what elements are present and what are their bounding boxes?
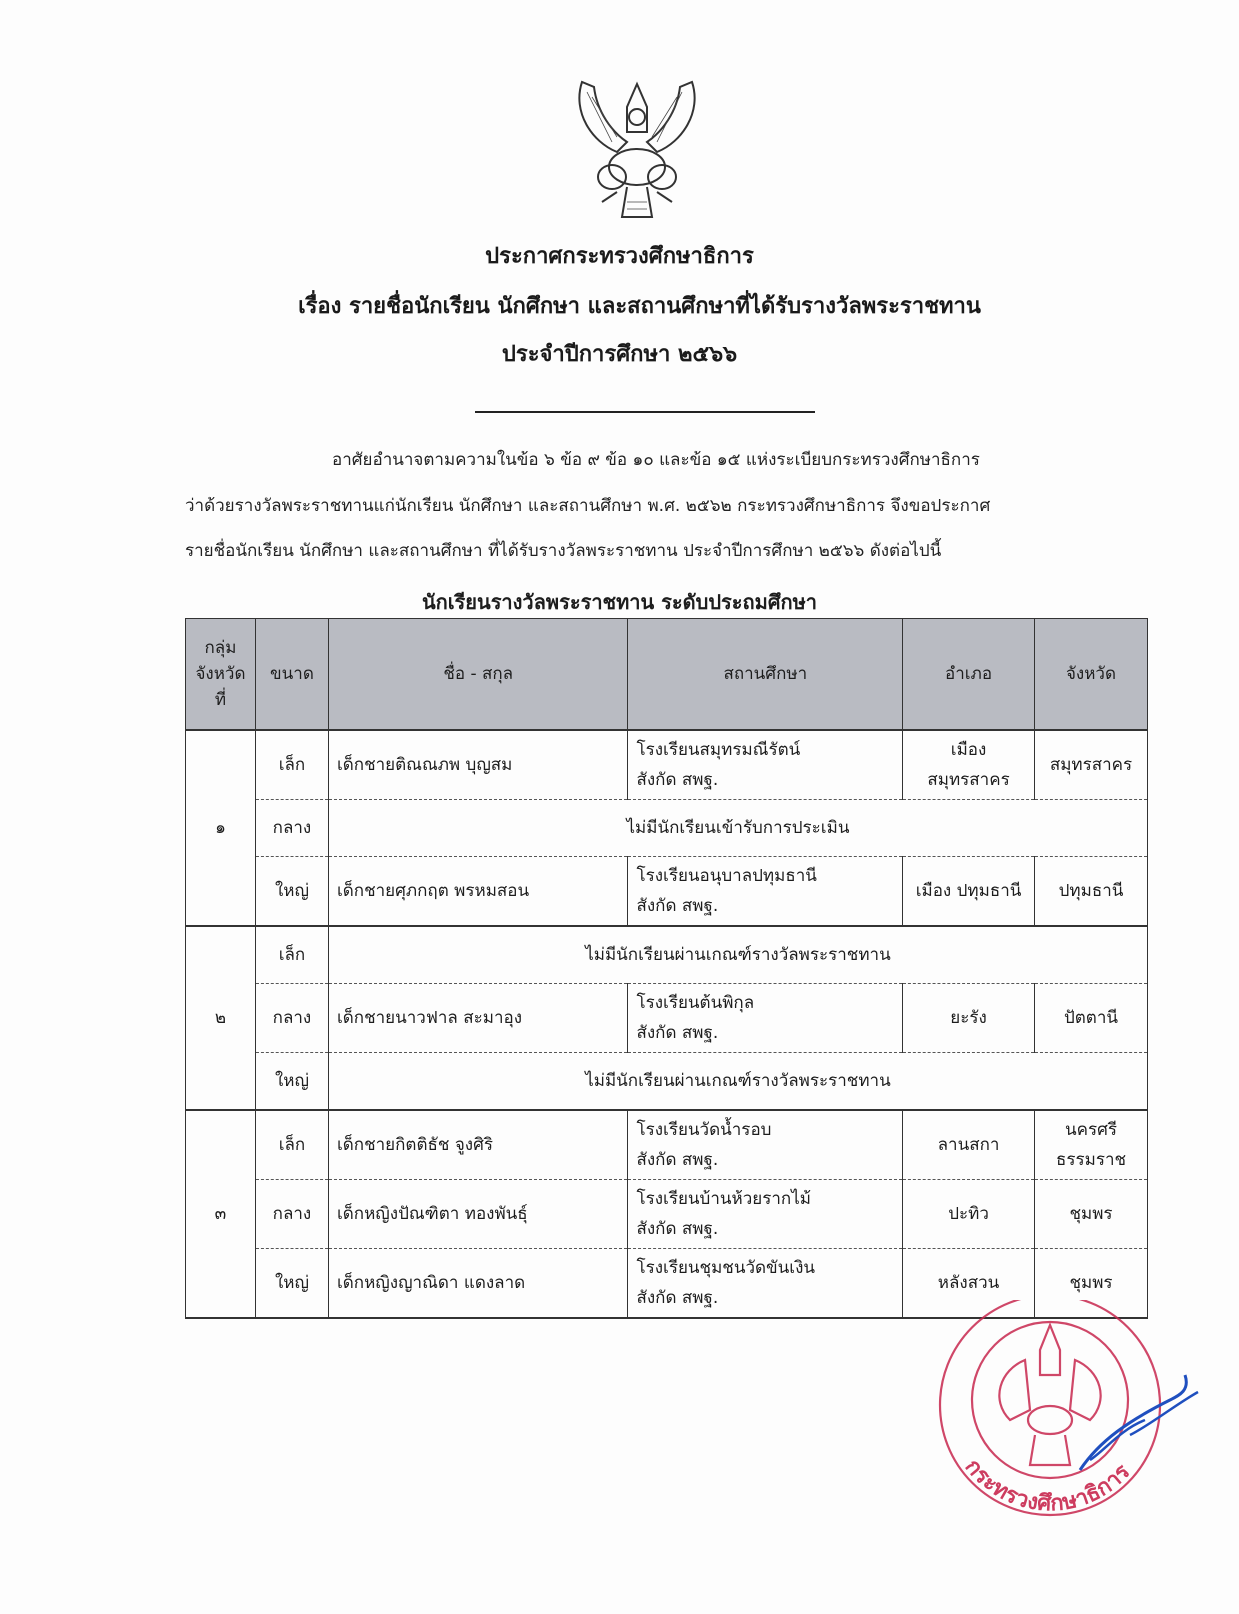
school-cell — [628, 1110, 903, 1180]
school-name: โรงเรียนชุมชนวัดขันเงิน — [636, 1258, 816, 1278]
school-name: โรงเรียนต้นพิกุล — [636, 993, 755, 1013]
size-cell: ใหญ่ — [255, 857, 328, 927]
school-cell — [628, 1249, 903, 1319]
garuda-emblem-icon — [572, 72, 702, 220]
school-affiliation: สังกัด สพฐ. — [636, 1288, 719, 1308]
name-cell: เด็กหญิงญาณิดา แดงลาด — [328, 1249, 628, 1319]
name-cell: เด็กชายนาวฟาล สะมาอุง — [328, 984, 628, 1053]
district-cell: ยะรัง — [903, 984, 1035, 1053]
announcement-title: ประกาศกระทรวงศึกษาธิการ — [485, 244, 754, 269]
table-row — [186, 800, 1148, 857]
school-cell — [628, 1180, 903, 1249]
school-affiliation: สังกัด สพฐ. — [636, 896, 719, 916]
table-row — [186, 1180, 1148, 1249]
table-row — [186, 730, 1148, 800]
name-cell: เด็กชายติณณภพ บุญสม — [328, 730, 628, 800]
district-cell: หลังสวน — [903, 1249, 1035, 1319]
school-name: โรงเรียนสมุทรมณีรัตน์ — [636, 740, 801, 760]
body-line-2: ว่าด้วยรางวัลพระราชทานแก่นักเรียน นักศึกษา และสถานศึกษา พ.ศ. ๒๕๖๒ กระทรวงศึกษาธิการ จึงขอประกาศ — [185, 496, 991, 516]
section-title: นักเรียนรางวัลพระราชทาน ระดับประถมศึกษา — [421, 590, 818, 614]
announcement-subject: เรื่อง รายชื่อนักเรียน นักศึกษา และสถานศึกษาที่ได้รับรางวัลพระราชทาน — [298, 294, 981, 319]
table-row — [186, 926, 1148, 984]
size-cell: กลาง — [255, 984, 328, 1053]
name-cell: เด็กชายศุภกฤต พรหมสอน — [328, 857, 628, 927]
table-row — [186, 984, 1148, 1053]
province-cell: นครศรี ธรรมราช — [1035, 1110, 1148, 1180]
stamp-text: กระทรวงศึกษาธิการ — [959, 1454, 1136, 1517]
note-cell: ไม่มีนักเรียนเข้ารับการประเมิน — [328, 800, 1147, 857]
divider — [475, 411, 815, 413]
header-name: ชื่อ - สกุล — [328, 619, 628, 731]
note-cell: ไม่มีนักเรียนผ่านเกณฑ์รางวัลพระราชทาน — [328, 1053, 1147, 1111]
district-cell: ลานสกา — [903, 1110, 1035, 1180]
size-cell: กลาง — [255, 1180, 328, 1249]
header-province: จังหวัด — [1035, 619, 1148, 731]
header-group: กลุ่ม จังหวัด ที่ — [186, 619, 256, 731]
group-number: ๒ — [186, 926, 256, 1110]
body-line-3: รายชื่อนักเรียน นักศึกษา และสถานศึกษา ที่ได้รับรางวัลพระราชทาน ประจำปีการศึกษา ๒๕๖๖ ดังต่อไปนี้ — [185, 541, 942, 561]
province-cell: สมุทรสาคร — [1035, 730, 1148, 800]
school-affiliation: สังกัด สพฐ. — [636, 1023, 719, 1043]
header-size: ขนาด — [255, 619, 328, 731]
body-line-1: อาศัยอำนาจตามความในข้อ ๖ ข้อ ๙ ข้อ ๑๐ และข้อ ๑๕ แห่งระเบียบกระทรวงศึกษาธิการ — [332, 450, 980, 470]
school-name: โรงเรียนวัดน้ำรอบ — [636, 1120, 772, 1140]
school-name: โรงเรียนบ้านห้วยรากไม้ — [636, 1189, 811, 1209]
size-cell: เล็ก — [255, 730, 328, 800]
header-school: สถานศึกษา — [628, 619, 903, 731]
district-cell: เมือง สมุทรสาคร — [903, 730, 1035, 800]
school-affiliation: สังกัด สพฐ. — [636, 770, 719, 790]
province-cell: ชุมพร — [1035, 1180, 1148, 1249]
province-cell: ปทุมธานี — [1035, 857, 1148, 927]
size-cell: ใหญ่ — [255, 1249, 328, 1319]
size-cell: เล็ก — [255, 926, 328, 984]
school-affiliation: สังกัด สพฐ. — [636, 1150, 719, 1170]
size-cell: เล็ก — [255, 1110, 328, 1180]
school-affiliation: สังกัด สพฐ. — [636, 1219, 719, 1239]
province-cell: ชุมพร — [1035, 1249, 1148, 1319]
district-cell: ปะทิว — [903, 1180, 1035, 1249]
table-header-row — [186, 619, 1148, 731]
header-district: อำเภอ — [903, 619, 1035, 731]
table-row — [186, 1053, 1148, 1111]
award-table — [185, 618, 1148, 1319]
school-cell — [628, 730, 903, 800]
province-cell: ปัตตานี — [1035, 984, 1148, 1053]
note-cell: ไม่มีนักเรียนผ่านเกณฑ์รางวัลพระราชทาน — [328, 926, 1147, 984]
school-cell — [628, 984, 903, 1053]
name-cell: เด็กหญิงปัณฑิตา ทองพันธุ์ — [328, 1180, 628, 1249]
group-number: ๓ — [186, 1110, 256, 1318]
ministry-seal-stamp-icon — [930, 1300, 1230, 1520]
school-cell — [628, 857, 903, 927]
size-cell: ใหญ่ — [255, 1053, 328, 1111]
announcement-year: ประจำปีการศึกษา ๒๕๖๖ — [501, 342, 738, 367]
table-row — [186, 857, 1148, 927]
size-cell: กลาง — [255, 800, 328, 857]
district-cell: เมือง ปทุมธานี — [903, 857, 1035, 927]
group-number: ๑ — [186, 730, 256, 926]
school-name: โรงเรียนอนุบาลปทุมธานี — [636, 866, 817, 886]
table-row — [186, 1110, 1148, 1180]
svg-text:กระทรวงศึกษาธิการ — [960, 1454, 1136, 1516]
name-cell: เด็กชายกิตติธัช จูงศิริ — [328, 1110, 628, 1180]
